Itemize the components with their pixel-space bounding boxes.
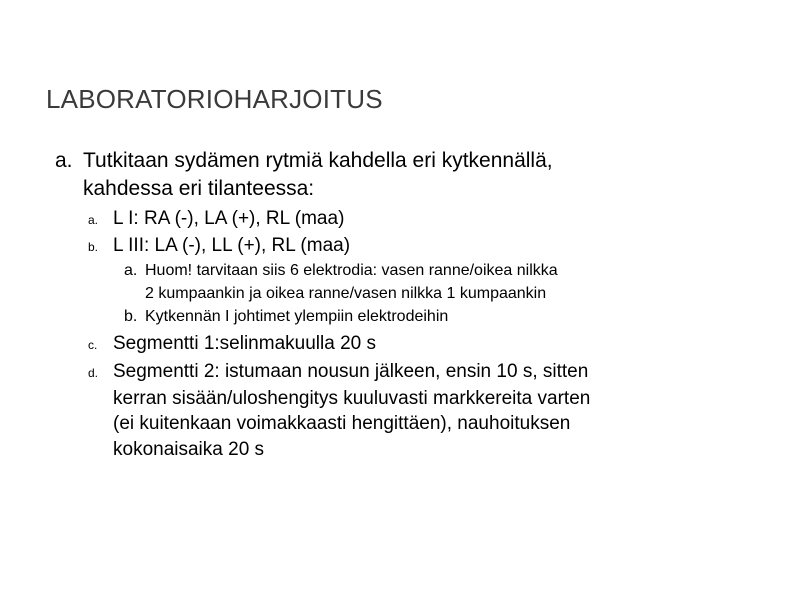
slide-title: LABORATORIOHARJOITUS <box>46 84 383 114</box>
sub-d-line-4: kokonaisaika 20 s <box>113 439 265 460</box>
sub-c-text: Segmentti 1:selinmakuulla 20 s <box>113 333 376 354</box>
sub-d-line-1: Segmentti 2: istumaan nousun jälkeen, ensin 10 s, sitten <box>113 361 589 382</box>
note-b-text: Kytkennän I johtimet ylempiin elektrodeihin <box>145 308 449 325</box>
item-a-line-1: Tutkitaan sydämen rytmiä kahdella eri kytkennällä, <box>83 149 553 172</box>
list-marker-sub-c: c. <box>88 338 98 352</box>
list-marker-note-b: b. <box>124 308 138 325</box>
list-marker-note-a: a. <box>124 262 138 279</box>
sub-a-text: L I: RA (-), LA (+), RL (maa) <box>113 208 345 229</box>
list-marker-sub-d: d. <box>88 366 99 380</box>
note-a-line-2: 2 kumpaankin ja oikea ranne/vasen nilkka 1 kumpaankin <box>145 285 547 302</box>
item-a-line-2: kahdessa eri tilanteessa: <box>83 177 315 200</box>
list-marker-sub-a: a. <box>88 213 99 227</box>
sub-d-line-2: kerran sisään/uloshengitys kuuluvasti markkereita varten <box>113 388 591 409</box>
sub-d-line-3: (ei kuitenkaan voimakkaasti hengittäen), nauhoituksen <box>113 413 571 434</box>
list-marker-sub-b: b. <box>88 240 99 254</box>
list-marker-a: a. <box>55 149 73 172</box>
note-a-line-1: Huom! tarvitaan siis 6 elektrodia: vasen ranne/oikea nilkka <box>145 262 558 279</box>
sub-b-text: L III: LA (-), LL (+), RL (maa) <box>113 235 351 256</box>
